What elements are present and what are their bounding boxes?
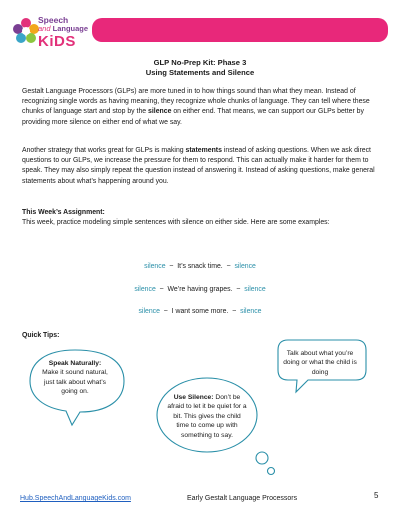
page-number: 5	[374, 491, 379, 500]
tip-talk-about: Talk about what you’re doing or what the child is doing	[283, 350, 357, 376]
footer-doc-title: Early Gestalt Language Processors	[187, 495, 298, 502]
logo-text-and-language: and Language	[38, 24, 89, 33]
page-subtitle: Using Statements and Silence	[145, 68, 255, 77]
assignment-heading: This Week’s Assignment:	[22, 209, 105, 216]
example-sentence: silence ~ I want some more. ~ silence	[138, 308, 262, 315]
intro-paragraph: Gestalt Language Processors (GLPs) are more tuned in to how things sound than what they mean. Instead of recognizing single words as having meaning, they recognize whole chunks of language. They can tell where these chunks of language start and stop by the silence on either end. That means, we can support our GLPs better by providing more silence on either end of what we say.	[22, 88, 370, 126]
thought-dot-large	[256, 452, 268, 464]
thought-dot-small	[268, 468, 275, 475]
example-sentence: silence ~ We’re having grapes. ~ silence	[134, 286, 266, 293]
assignment-text: This week, practice modeling simple sentences with silence on either side. Here are some examples:	[22, 219, 330, 226]
tip-speak-naturally: Speak Naturally: Make it sound natural, just talk about what’s going on.	[42, 360, 108, 396]
page-title: GLP No-Prep Kit: Phase 3	[153, 58, 247, 67]
example-sentence: silence ~ It’s snack time. ~ silence	[144, 263, 256, 270]
logo-text-kids: KiDS	[38, 33, 76, 50]
quick-tips-heading: Quick Tips:	[22, 332, 60, 339]
statements-paragraph: Another strategy that works great for GLPs is making statements instead of asking questions. When we ask direct questions to our GLPs, we increase the pressure for them to respond. This can actually make it harder for them to speak. They may also simply repeat the question instead of answering it. Instead of asking questions, make general statements about what’s happening around you.	[22, 147, 375, 185]
logo-text-speech: Speech	[38, 15, 69, 25]
footer-hub-link[interactable]: Hub.SpeechAndLanguageKids.com	[20, 495, 131, 502]
tip-use-silence: Use Silence: Don’t be afraid to let it be quiet for a bit. This gives the child time to come up with something to say.	[167, 394, 247, 439]
